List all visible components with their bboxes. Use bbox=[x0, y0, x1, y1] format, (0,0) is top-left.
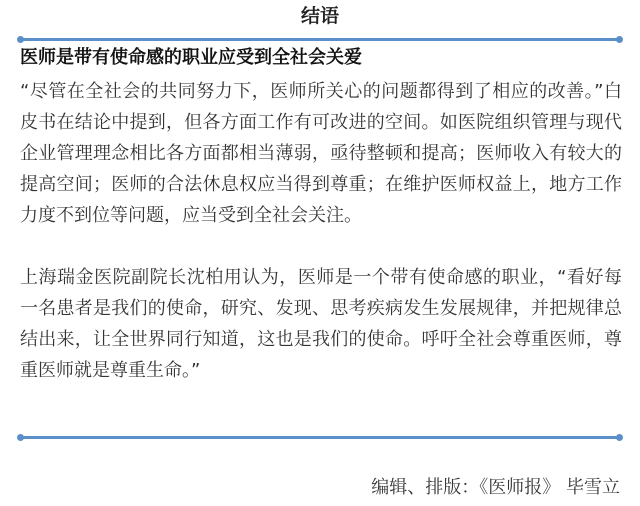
article-body bbox=[20, 44, 622, 386]
paragraph-2: 上海瑞金医院副院长沈柏用认为，医师是一个带有使命感的职业，“看好每一名患者是我们的使命，研究、发现、思考疾病发生发展规律，并把规律总结出来，让全世界同行知道，这也是我们的使命。呼吁全社会尊重医师，尊重医师就是尊重生命。” bbox=[20, 267, 622, 381]
bottom-divider bbox=[20, 436, 620, 439]
top-divider bbox=[20, 38, 620, 41]
divider-right-dot bbox=[616, 434, 623, 441]
paragraph-spacer bbox=[20, 231, 622, 262]
editor-credit: 编辑、排版：《医师报》 毕雪立 bbox=[371, 477, 620, 498]
article-heading: 医师是带有使命感的职业应受到全社会关爱 bbox=[20, 47, 362, 68]
paragraph-1: “尽管在全社会的共同努力下，医师所关心的问题都得到了相应的改善。”白皮书在结论中提到，但各方面工作有可改进的空间。如医院组织管理与现代企业管理理念相比各方面都相当薄弱，亟待整顿和提高；医师收入有较大的提高空间；医师的合法休息权应当得到尊重；在维护医师权益上，地方工作力度不到位等问题，应当受到全社会关注。 bbox=[20, 81, 622, 226]
divider-right-dot bbox=[616, 36, 623, 43]
section-title: 结语 bbox=[300, 5, 339, 27]
divider-left-dot bbox=[17, 36, 24, 43]
divider-left-dot bbox=[17, 434, 24, 441]
